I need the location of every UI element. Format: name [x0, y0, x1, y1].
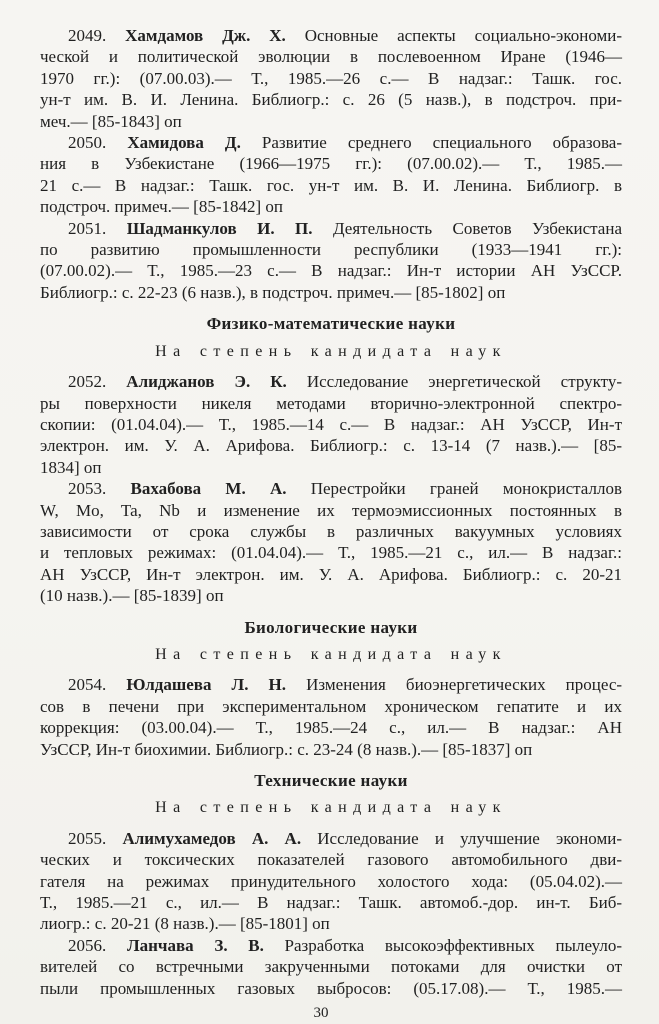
entry-author: Хамдамов Дж. Х.	[125, 26, 286, 45]
entry-line	[40, 935, 622, 956]
entry-author: Хамидова Д.	[127, 133, 241, 153]
section-title: Физико-математические науки	[206, 314, 456, 334]
bibliography-entry	[40, 25, 622, 132]
section-subtitle: На степень кандидата наук	[155, 799, 507, 817]
entry-line: W, Mo, Ta, Nb и изменение их термоэмиссионных постоянных в	[40, 500, 622, 520]
entry-line: ния в Узбекистане (1966—1975 гг.): (07.00.02).— Т., 1985.—	[40, 154, 622, 174]
entry-number: 2055.	[68, 828, 107, 848]
entry-line: гателя на режимах принудительного холостого хода: (05.04.02).—	[40, 871, 622, 891]
page-number: 30	[313, 1005, 329, 1022]
entry-author: Ланчава З. В.	[126, 935, 264, 955]
entry-line: ческой и политической эволюции в послевоенном Иране (1946—	[40, 47, 622, 67]
entry-title-start: Изменения биоэнергетических процес-	[306, 675, 623, 695]
entry-author: Алиджанов Э. К.	[126, 372, 287, 392]
entry-line: Библиогр.: с. 22-23 (6 назв.), в подстроч. примеч.— [85-1802] оп	[40, 282, 506, 302]
entry-line: 1970 гг.): (07.00.03).— Т., 1985.—26 с.— В надзаг.: Ташк. гос.	[40, 68, 622, 88]
entry-line: сов в печени при экспериментальном хроническом гепатите и их	[40, 696, 622, 716]
entry-line: подстроч. примеч.— [85-1842] оп	[40, 197, 284, 217]
entry-line: зависимости от срока службы в различных вакуумных условиях	[40, 521, 622, 541]
entry-author: Шадманкулов И. П.	[126, 218, 313, 238]
entry-line	[40, 218, 622, 239]
entry-line: лиогр.: с. 20-21 (8 назв.).— [85-1801] оп	[40, 914, 330, 934]
entry-number: 2051.	[68, 218, 107, 238]
entry-line	[40, 828, 622, 849]
entry-line: ун-т им. В. И. Ленина. Библиогр.: с. 26 (5 назв.), в подстроч. при-	[40, 90, 622, 110]
entry-line: ческих и токсических показателей газового автомобильного дви-	[40, 850, 622, 870]
section-subtitle: На степень кандидата наук	[155, 645, 507, 663]
entry-author: Алимухамедов А. А.	[122, 828, 302, 848]
entry-title-start: Исследование и улучшение экономи-	[317, 828, 622, 848]
entry-title-start: Развитие среднего специального образова-	[261, 133, 622, 153]
page-content	[40, 25, 622, 999]
section-heading	[40, 617, 622, 666]
entry-line: скопии: (01.04.04).— Т., 1985.—14 с.— В надзаг.: АН УзССР, Ин-т	[40, 414, 622, 434]
entry-title-start: Разработка высокоэффективных пылеуло-	[284, 935, 622, 955]
entry-line: УзССР, Ин-т биохимии. Библиогр.: с. 23-24 (8 назв.).— [85-1837] оп	[40, 739, 533, 759]
entry-number: 2049.	[68, 26, 107, 45]
entry-number: 2050.	[68, 133, 107, 153]
bibliography-entry	[40, 218, 622, 304]
bibliography-entry	[40, 132, 622, 218]
entry-number: 2056.	[68, 935, 107, 955]
section-heading	[40, 313, 622, 362]
entry-line	[40, 674, 622, 695]
entry-number: 2053.	[68, 479, 107, 499]
entry-line: меч.— [85-1843] оп	[40, 111, 182, 131]
entry-line: пыли промышленных газовых выбросов: (05.17.08).— Т., 1985.—	[40, 978, 622, 998]
entry-line	[40, 132, 622, 153]
entry-line: (07.00.02).— Т., 1985.—23 с.— В надзаг.: Ин-т истории АН УзССР.	[40, 261, 622, 281]
section-heading	[40, 770, 622, 819]
entry-line: 1834] оп	[40, 457, 102, 477]
entry-line: 21 с.— В надзаг.: Ташк. гос. ун-т им. В. И. Ленина. Библиогр. в	[40, 175, 622, 195]
bibliography-entry	[40, 371, 622, 478]
bibliography-entry	[40, 674, 622, 760]
bibliography-entry	[40, 935, 622, 999]
entry-line: коррекция: (03.00.04).— Т., 1985.—24 с., ил.— В надзаг.: АН	[40, 718, 622, 738]
entry-line: Т., 1985.—21 с., ил.— В надзаг.: Ташк. автомоб.-дор. ин-т. Биб-	[40, 893, 622, 913]
entry-title-start: Деятельность Советов Узбекистана	[332, 218, 622, 238]
entry-number: 2052.	[68, 372, 107, 392]
bibliography-entry	[40, 828, 622, 935]
entry-line: вителей со встречными закрученными потоками для очистки от	[40, 957, 622, 977]
entry-title-start: Перестройки граней монокристаллов	[310, 479, 622, 499]
entry-line: по развитию промышленности республики (1933—1941 гг.):	[40, 240, 622, 260]
entry-author: Юлдашева Л. Н.	[126, 675, 287, 695]
section-subtitle: На степень кандидата наук	[155, 342, 507, 360]
entry-number: 2054.	[68, 675, 107, 695]
entry-line	[40, 371, 622, 392]
entry-author: Вахабова М. А.	[130, 479, 287, 499]
section-title: Технические науки	[254, 771, 408, 790]
bibliography-entry	[40, 478, 622, 606]
entry-line: электрон. им. У. А. Арифова. Библиогр.: с. 13-14 (7 назв.).— [85-	[40, 436, 622, 456]
section-title: Биологические науки	[244, 617, 418, 637]
entry-line: и тепловых режимах: (01.04.04).— Т., 1985.—21 с., ил.— В надзаг.:	[40, 543, 622, 563]
entry-line: (10 назв.).— [85-1839] оп	[40, 586, 224, 606]
entry-line	[40, 25, 622, 46]
entry-line: АН УзССР, Ин-т электрон. им. У. А. Арифова. Библиогр.: с. 20-21	[40, 564, 622, 584]
entry-line: ры поверхности никеля методами вторично-электронной спектро-	[40, 393, 622, 413]
entry-title-start: Основные аспекты социально-экономи-	[304, 26, 623, 45]
entry-title-start: Исследование энергетической структу-	[306, 372, 623, 392]
entry-line	[40, 478, 622, 499]
